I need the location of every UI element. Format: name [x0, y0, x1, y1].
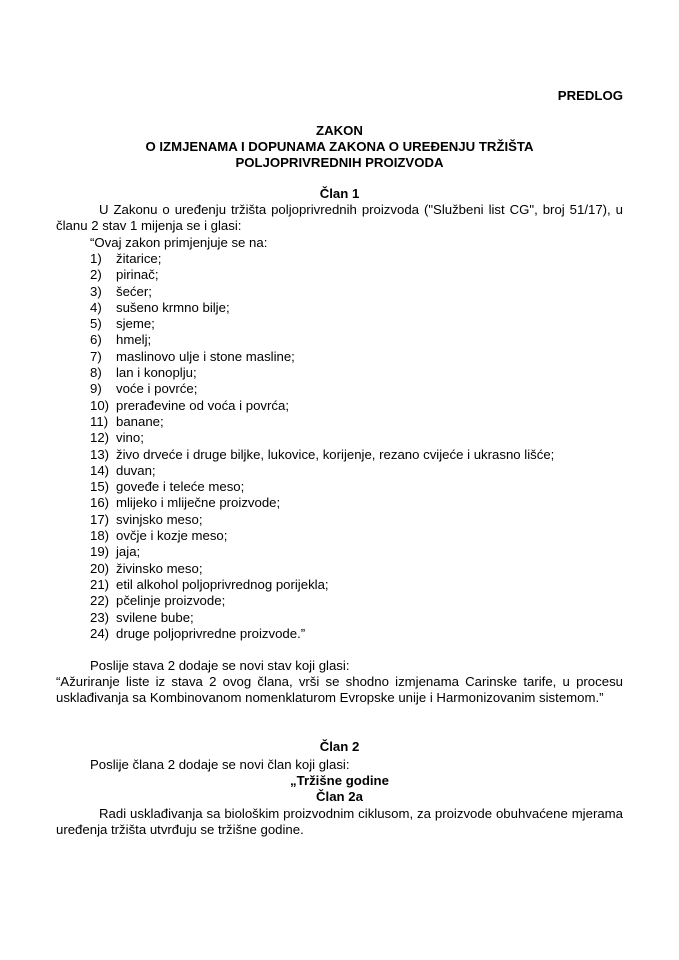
article-2-heading: Član 2: [319, 739, 360, 754]
list-item: 19) jaja;: [90, 544, 141, 560]
list-item: 11) banane;: [90, 413, 164, 429]
law-title: ZAKON: [316, 123, 363, 138]
proposal-label: PREDLOG: [557, 88, 623, 103]
list-item: 17) svinjsko meso;: [90, 511, 203, 527]
law-subtitle-line-2: POLJOPRIVREDNIH PROIZVODA: [235, 155, 444, 170]
article-1-intro: U Zakonu o uređenju tržišta poljoprivrednih proizvoda ("Službeni list CG", broj 51/17), u članu 2 stav 1 mijenja se i glasi:: [56, 202, 623, 234]
article-1-new-paragraph: “Ažuriranje liste iz stava 2 ovog člana, vrši se shodno izmjenama Carinske tarife, u procesu usklađivanja sa Kombinovanom nomenklaturom Evropske unije i Harmonizovanim sistemom.”: [56, 674, 623, 706]
list-item: 23) svilene bube;: [90, 609, 194, 625]
list-item: 24) druge poljoprivredne proizvode.”: [90, 625, 306, 641]
law-subtitle-line-1: O IZMJENAMA I DOPUNAMA ZAKONA O UREĐENJU TRŽIŠTA: [145, 139, 534, 154]
article-1-heading: Član 1: [319, 186, 360, 201]
list-item: 7) maslinovo ulje i stone masline;: [90, 348, 295, 364]
article-1-quote-open: “Ovaj zakon primjenjuje se na:: [90, 235, 268, 250]
product-list: [90, 251, 554, 642]
list-item: 2) pirinač;: [90, 267, 159, 283]
list-item: 21) etil alkohol poljoprivrednog porijekla;: [90, 576, 329, 592]
list-item: 10) prerađevine od voća i povrća;: [90, 397, 290, 413]
list-item: 15) goveđe i teleće meso;: [90, 479, 245, 495]
article-2a-title: „Tržišne godine: [290, 773, 389, 788]
list-item: 16) mlijeko i mliječne proizvode;: [90, 495, 281, 511]
list-item: 5) sjeme;: [90, 316, 155, 332]
list-item: 4) sušeno krmno bilje;: [90, 299, 230, 315]
article-1-added-paragraph-intro: Poslije stava 2 dodaje se novi stav koji glasi:: [90, 658, 350, 673]
article-2a-heading: Član 2a: [316, 789, 363, 804]
list-item: 13) živo drveće i druge biljke, lukovice, korijenje, rezano cvijeće i ukrasno lišće;: [90, 446, 555, 462]
article-2a-text: Radi usklađivanja sa biološkim proizvodnim ciklusom, za proizvode obuhvaćene mjerama uređenja tržišta utvrđuju se tržišne godine.: [56, 806, 623, 838]
list-item: 8) lan i konoplju;: [90, 365, 197, 381]
list-item: 3) šećer;: [90, 283, 152, 299]
list-item: 18) ovčje i kozje meso;: [90, 528, 228, 544]
article-2-intro: Poslije člana 2 dodaje se novi član koji glasi:: [90, 757, 350, 772]
list-item: 9) voće i povrće;: [90, 381, 198, 397]
list-item: 22) pčelinje proizvode;: [90, 593, 226, 609]
list-item: 12) vino;: [90, 430, 144, 446]
list-item: 6) hmelj;: [90, 332, 152, 348]
list-item: 14) duvan;: [90, 462, 156, 478]
list-item: 20) živinsko meso;: [90, 560, 203, 576]
list-item: 1) žitarice;: [90, 251, 162, 266]
